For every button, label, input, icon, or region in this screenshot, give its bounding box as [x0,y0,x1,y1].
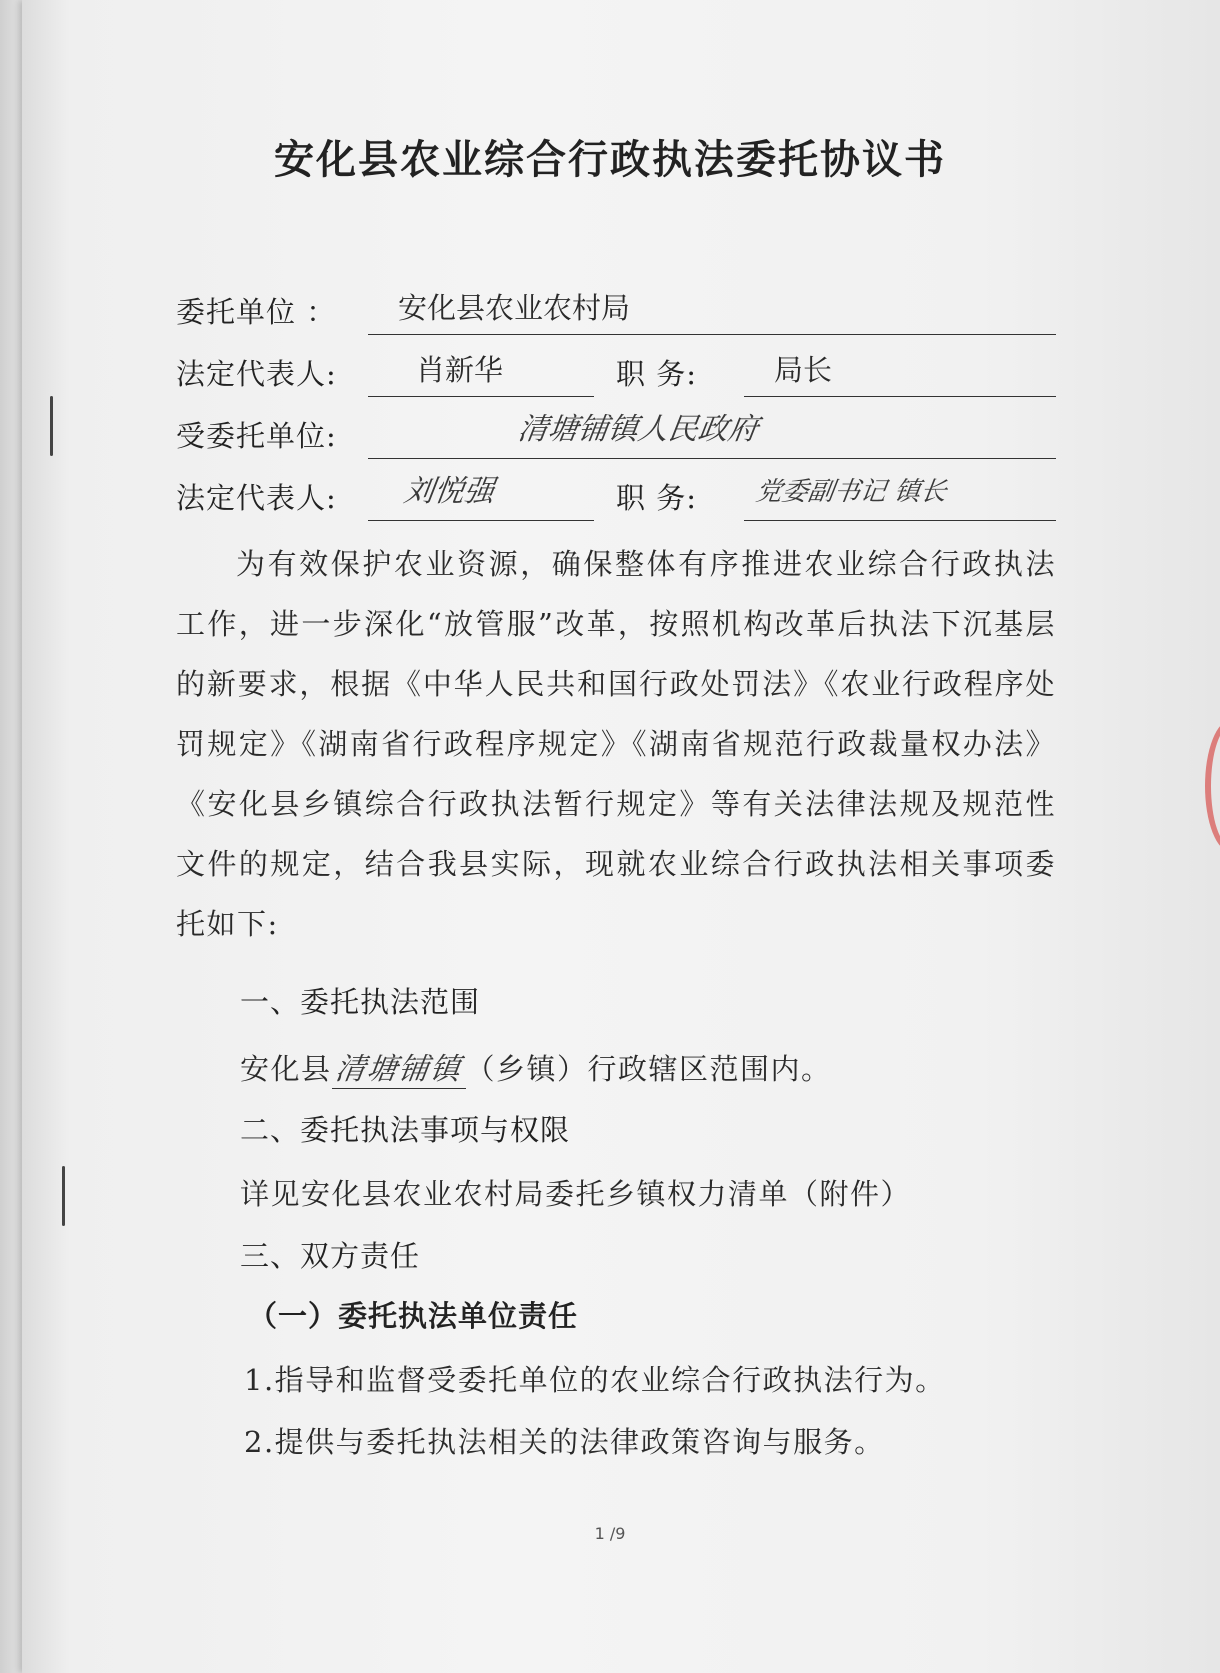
section1-heading: 一、委托执法范围 [240,985,481,1019]
page-number: 1 /9 [594,1524,626,1543]
position2-label: 职 务: [616,481,697,515]
position-label: 职 务: [616,357,697,391]
section3-item2: 2.提供与委托执法相关的法律政策咨询与服务。 [244,1425,885,1459]
binding-staple-bottom [62,1166,65,1226]
entrusted-unit-label: 受委托单位: [176,419,337,453]
section3-sub1: （一）委托执法单位责任 [248,1299,579,1333]
entrusting-unit-line [368,290,1056,335]
legal-rep2-row [176,476,1056,520]
section3-heading: 三、双方责任 [240,1239,421,1273]
entrusted-unit-row [176,414,1056,458]
entrusting-unit-row [176,290,1056,334]
legal-rep2-value: 刘悦强 [401,474,497,509]
binding-staple-top [50,396,53,456]
section1-town-blank [332,1044,466,1089]
section2-heading: 二、委托执法事项与权限 [240,1113,571,1147]
section1-town: 清塘铺镇 [332,1052,464,1087]
section1-prefix: 安化县 [240,1052,332,1086]
entrusting-unit-label: 委托单位 ： [176,295,337,329]
page-stack-edge [0,0,22,1673]
legal-rep-label: 法定代表人: [176,357,337,391]
legal-rep-line [368,352,594,397]
legal-rep-value: 肖新华 [416,353,504,387]
section1-suffix: （乡镇）行政辖区范围内。 [465,1052,832,1086]
intro-paragraph: 为有效保护农业资源，确保整体有序推进农业综合行政执法工作，进一步深化“放管服”改革，按照机构改革后执法下沉基层的新要求，根据《中华人民共和国行政处罚法》《农业行政程序处罚规定》《湖南省行政程序规定》《湖南省规范行政裁量权办法》《安化县乡镇综合行政执法暂行规定》等有关法律法规及规范性文件的规定，结合我县实际，现就农业综合行政执法相关事项委托如下: [176,547,1056,941]
position2-line [744,476,1056,521]
position2-value: 党委副书记 镇长 [753,477,949,507]
position-value: 局长 [774,353,833,387]
document-title: 安化县农业综合行政执法委托协议书 [274,136,946,183]
position-line [744,352,1056,397]
section2-text: 详见安化县农业农村局委托乡镇权力清单（附件） [240,1177,912,1211]
entrusting-unit-value: 安化县农业农村局 [398,291,631,325]
entrusted-unit-line [368,414,1056,459]
legal-rep-row [176,352,1056,396]
legal-rep2-line [368,476,594,521]
section1-scope-line [240,1044,832,1089]
entrusted-unit-value: 清塘铺镇人民政府 [515,412,761,447]
legal-rep2-label: 法定代表人: [176,481,337,515]
section3-item1: 1.指导和监督受委托单位的农业综合行政执法行为。 [244,1363,946,1397]
